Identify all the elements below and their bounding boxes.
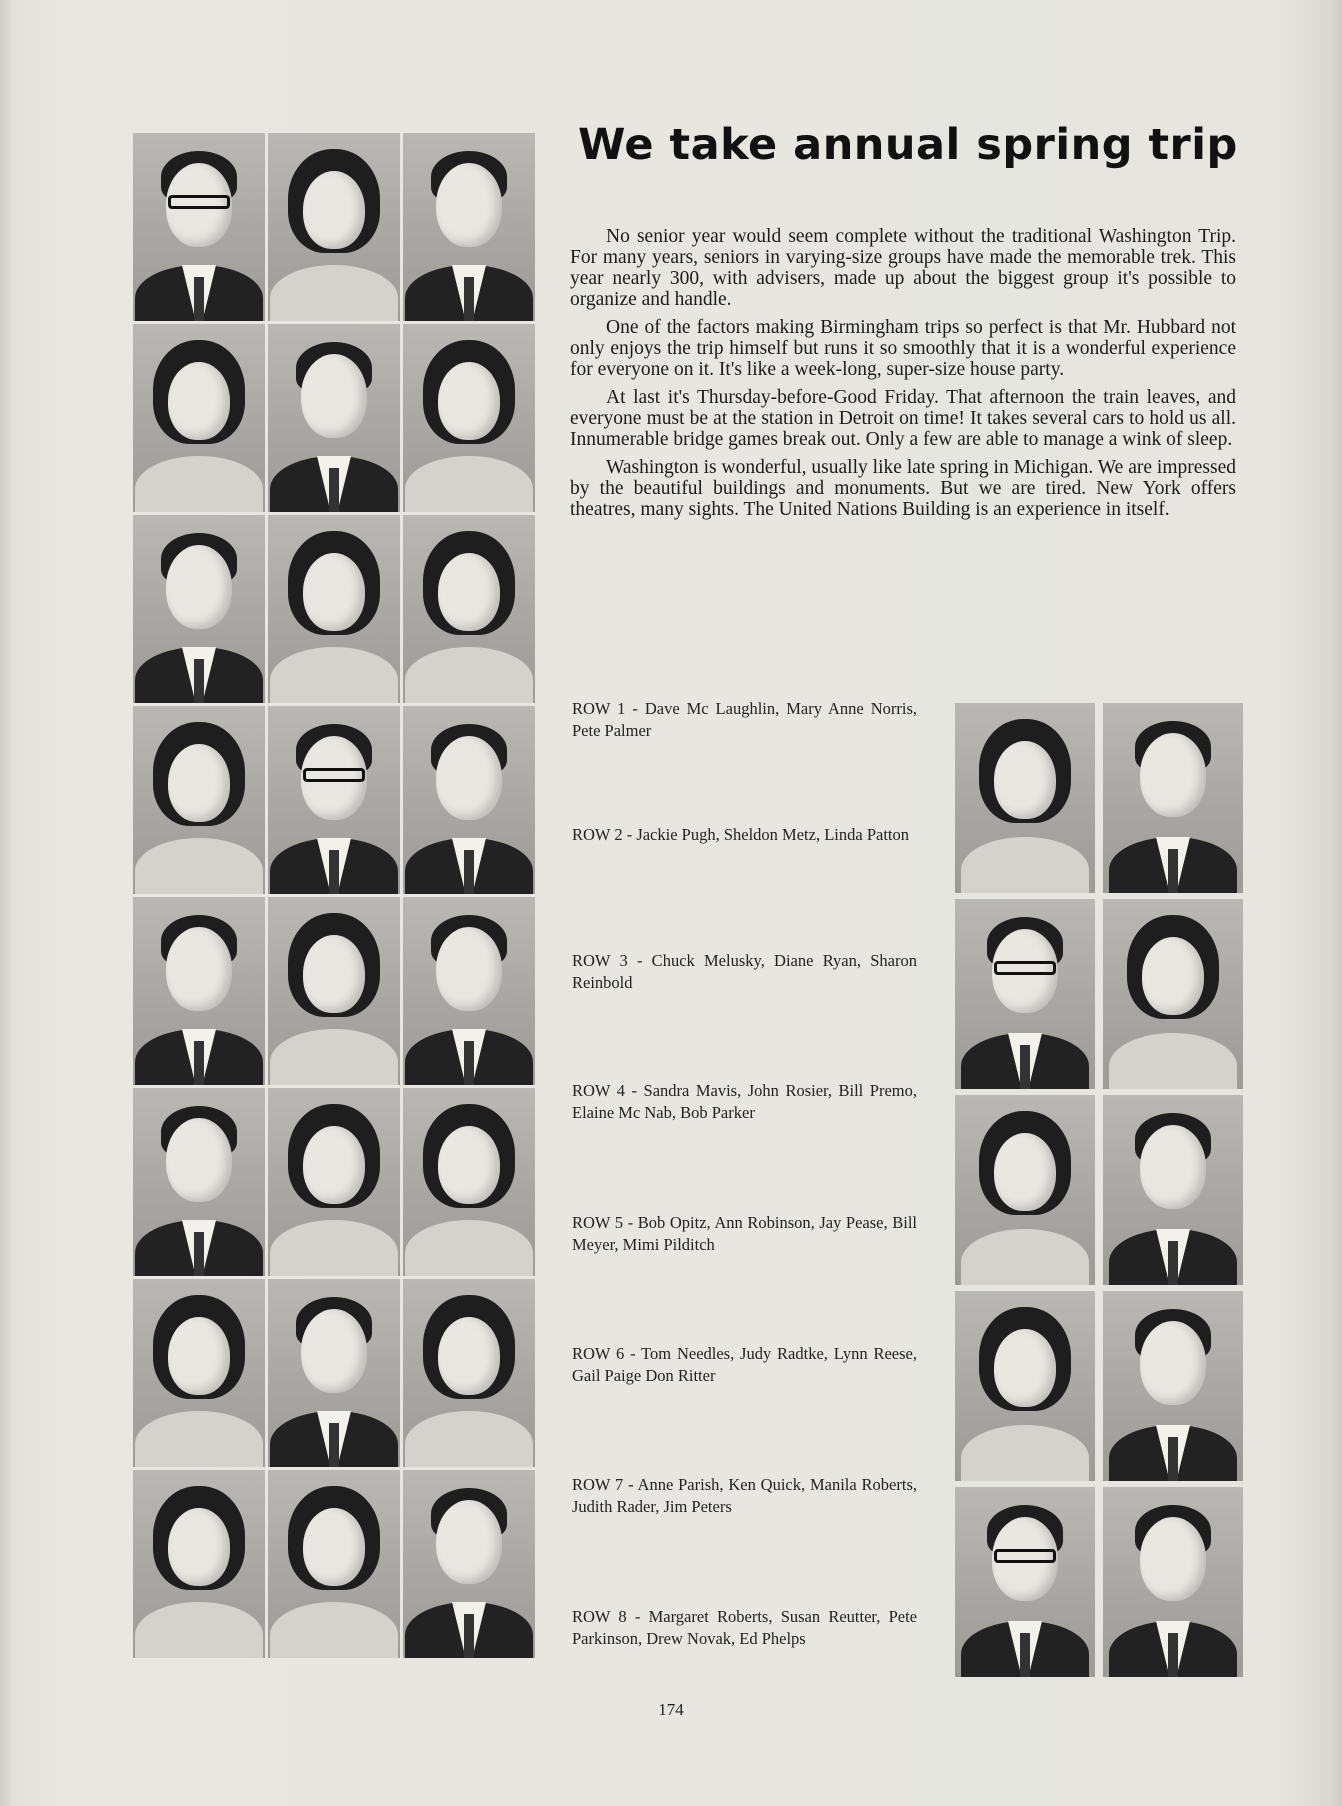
row-caption-1: ROW 1 - Dave Mc Laughlin, Mary Anne Norris, Pete Palmer	[572, 699, 917, 740]
photo-row-2	[133, 324, 543, 512]
portrait-photo	[268, 133, 400, 321]
portrait-photo	[955, 1487, 1095, 1677]
portrait-photo	[403, 706, 535, 894]
photo-row-right-3	[955, 1095, 1245, 1285]
row-caption-8: ROW 8 - Margaret Roberts, Susan Reutter, Pete Parkinson, Drew Novak, Ed Phelps	[572, 1607, 917, 1648]
article-paragraph: Washington is wonderful, usually like late spring in Michigan. We are impressed by the beautiful buildings and monuments. But we are tired. New York offers theatres, many sights. The United Nations Building is an experience in itself.	[570, 457, 1236, 520]
portrait-photo	[955, 1291, 1095, 1481]
portrait-photo	[133, 324, 265, 512]
photo-row-4	[133, 706, 543, 894]
portrait-photo	[955, 899, 1095, 1089]
row-caption-6: ROW 6 - Tom Needles, Judy Radtke, Lynn Reese, Gail Paige Don Ritter	[572, 1344, 917, 1385]
photo-row-7	[133, 1279, 543, 1467]
portrait-photo	[1103, 1291, 1243, 1481]
right-portrait-grid	[955, 703, 1245, 1683]
article-paragraph: No senior year would seem complete without the traditional Washington Trip. For many years, seniors in varying-size groups have made the memorable trek. This year nearly 300, with advisers, made up about the biggest group it's possible to organize and handle.	[570, 226, 1236, 310]
photo-row-right-2	[955, 899, 1245, 1089]
portrait-photo	[1103, 899, 1243, 1089]
row-caption-7: ROW 7 - Anne Parish, Ken Quick, Manila Roberts, Judith Rader, Jim Peters	[572, 1475, 917, 1516]
portrait-photo	[133, 133, 265, 321]
photo-row-right-4	[955, 1291, 1245, 1481]
article-title: We take annual spring trip	[578, 120, 1238, 170]
portrait-photo	[403, 1088, 535, 1276]
photo-row-5	[133, 897, 543, 1085]
portrait-photo	[268, 1088, 400, 1276]
portrait-photo	[268, 324, 400, 512]
left-portrait-grid	[133, 133, 543, 1661]
page-number: 174	[658, 1700, 684, 1719]
portrait-photo	[403, 897, 535, 1085]
portrait-photo	[403, 1470, 535, 1658]
article-paragraph: One of the factors making Birmingham trips so perfect is that Mr. Hubbard not only enjoys the trip himself but runs it so smoothly that it is a wonderful experience for everyone on it. It's like a week-long, super-size house party.	[570, 317, 1236, 380]
article-paragraph: At last it's Thursday-before-Good Friday. That afternoon the train leaves, and everyone must be at the station in Detroit on time! It takes several cars to hold us all. Innumerable bridge games break out. Only a few are able to manage a wink of sleep.	[570, 387, 1236, 450]
portrait-photo	[133, 706, 265, 894]
portrait-photo	[403, 133, 535, 321]
portrait-photo	[403, 515, 535, 703]
photo-row-6	[133, 1088, 543, 1276]
portrait-photo	[133, 1470, 265, 1658]
row-caption-2: ROW 2 - Jackie Pugh, Sheldon Metz, Linda Patton	[572, 825, 909, 844]
portrait-photo	[268, 1279, 400, 1467]
portrait-photo	[133, 515, 265, 703]
photo-row-8	[133, 1470, 543, 1658]
portrait-photo	[403, 1279, 535, 1467]
portrait-photo	[268, 515, 400, 703]
photo-row-right-5	[955, 1487, 1245, 1677]
portrait-photo	[133, 897, 265, 1085]
portrait-photo	[268, 706, 400, 894]
portrait-photo	[268, 897, 400, 1085]
portrait-photo	[955, 703, 1095, 893]
article-body	[570, 226, 1236, 527]
portrait-photo	[133, 1279, 265, 1467]
portrait-photo	[1103, 1095, 1243, 1285]
portrait-photo	[955, 1095, 1095, 1285]
row-caption-5: ROW 5 - Bob Opitz, Ann Robinson, Jay Pease, Bill Meyer, Mimi Pilditch	[572, 1213, 917, 1254]
photo-row-right-1	[955, 703, 1245, 893]
photo-row-3	[133, 515, 543, 703]
portrait-photo	[133, 1088, 265, 1276]
portrait-photo	[403, 324, 535, 512]
row-caption-3: ROW 3 - Chuck Melusky, Diane Ryan, Sharon Reinbold	[572, 951, 917, 992]
photo-row-1	[133, 133, 543, 321]
portrait-photo	[1103, 1487, 1243, 1677]
portrait-photo	[1103, 703, 1243, 893]
portrait-photo	[268, 1470, 400, 1658]
row-caption-4: ROW 4 - Sandra Mavis, John Rosier, Bill Premo, Elaine Mc Nab, Bob Parker	[572, 1081, 917, 1122]
